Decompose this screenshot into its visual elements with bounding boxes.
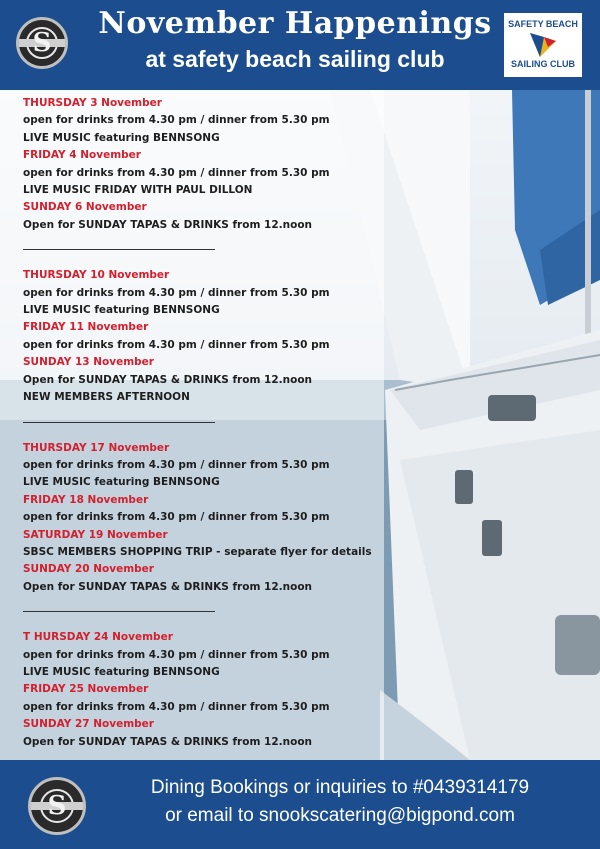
event-detail: LIVE MUSIC featuring BENNSONG xyxy=(23,476,220,489)
footer-banner xyxy=(0,760,600,849)
event-detail: LIVE MUSIC FRIDAY WITH PAUL DILLON xyxy=(23,184,253,197)
event-day-heading: SUNDAY 6 November xyxy=(23,201,147,214)
club-logo xyxy=(504,13,582,77)
event-day-heading: FRIDAY 25 November xyxy=(23,683,149,696)
week-section xyxy=(23,95,393,234)
event-day-heading: SUNDAY 13 November xyxy=(23,356,154,369)
event-detail: open for drinks from 4.30 pm / dinner from 5.30 pm xyxy=(23,648,330,661)
week-section xyxy=(23,267,393,406)
event-day-heading: THURSDAY 3 November xyxy=(23,97,162,109)
event-day-heading: THURSDAY 10 November xyxy=(23,269,170,282)
event-day-heading: SUNDAY 27 November xyxy=(23,718,154,731)
snooks-logo-footer xyxy=(28,777,86,835)
event-detail: open for drinks from 4.30 pm / dinner from 5.30 pm xyxy=(23,286,330,299)
header-banner xyxy=(0,0,600,90)
event-detail: Open for SUNDAY TAPAS & DRINKS from 12.noon xyxy=(23,218,313,231)
event-detail: open for drinks from 4.30 pm / dinner from 5.30 pm xyxy=(23,166,330,179)
event-detail: Open for SUNDAY TAPAS & DRINKS from 12.noon xyxy=(23,373,313,386)
bookings-phone: Dining Bookings or inquiries to #0439314179 xyxy=(150,777,530,798)
event-detail: open for drinks from 4.30 pm / dinner from 5.30 pm xyxy=(23,458,330,471)
club-logo-top-text: SAFETY BEACH xyxy=(508,19,578,29)
event-detail: Open for SUNDAY TAPAS & DRINKS from 12.noon xyxy=(23,580,313,593)
event-detail: open for drinks from 4.30 pm / dinner from 5.30 pm xyxy=(23,511,330,524)
logo-letter: S xyxy=(32,28,52,58)
logo-letter: S xyxy=(47,791,67,821)
event-day-heading: FRIDAY 4 November xyxy=(23,149,141,162)
event-detail: NEW MEMBERS AFTERNOON xyxy=(23,391,190,404)
event-detail: LIVE MUSIC featuring BENNSONG xyxy=(23,665,220,678)
event-detail: open for drinks from 4.30 pm / dinner from 5.30 pm xyxy=(23,114,330,127)
event-day-heading: T HURSDAY 24 November xyxy=(23,631,173,644)
event-detail: LIVE MUSIC featuring BENNSONG xyxy=(23,131,220,144)
week-divider xyxy=(23,422,215,423)
event-detail: LIVE MUSIC featuring BENNSONG xyxy=(23,304,220,317)
week-divider xyxy=(23,611,215,612)
week-section xyxy=(23,629,393,751)
bookings-email: or email to snookscatering@bigpond.com xyxy=(165,805,515,826)
club-logo-bottom-text: SAILING CLUB xyxy=(511,59,575,69)
event-day-heading: FRIDAY 18 November xyxy=(23,493,149,506)
event-day-heading: SUNDAY 20 November xyxy=(23,563,154,576)
event-day-heading: SATURDAY 19 November xyxy=(23,528,168,541)
page-subtitle: at safety beach sailing club xyxy=(145,46,445,72)
page-title: November Happenings xyxy=(98,6,492,41)
event-day-heading: THURSDAY 17 November xyxy=(23,441,170,454)
event-detail: Open for SUNDAY TAPAS & DRINKS from 12.noon xyxy=(23,735,313,748)
week-section xyxy=(23,440,393,597)
event-detail: open for drinks from 4.30 pm / dinner from 5.30 pm xyxy=(23,338,330,351)
events-list xyxy=(23,95,393,751)
event-detail: open for drinks from 4.30 pm / dinner from 5.30 pm xyxy=(23,700,330,713)
snooks-logo xyxy=(16,17,68,69)
sail-flag-icon xyxy=(528,31,558,59)
event-detail: SBSC MEMBERS SHOPPING TRIP - separate flyer for details xyxy=(23,545,372,558)
week-divider xyxy=(23,249,215,250)
event-day-heading: FRIDAY 11 November xyxy=(23,321,149,334)
